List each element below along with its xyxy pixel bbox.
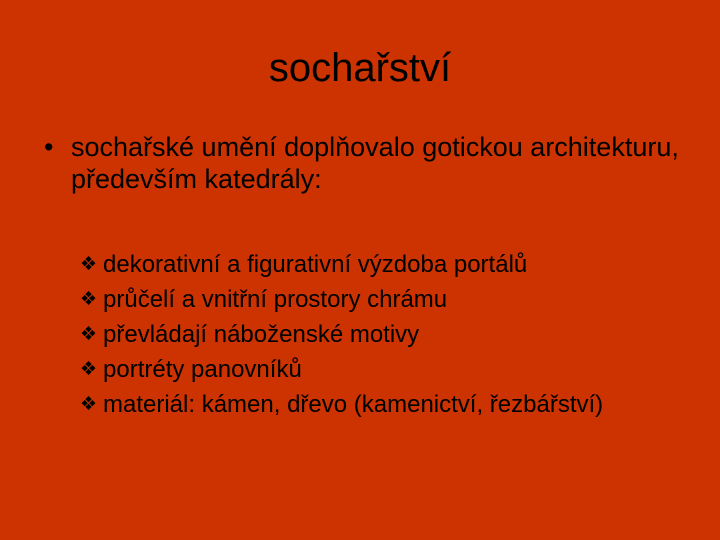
diamond-bullet-icon: ❖ <box>80 359 98 380</box>
sub-bullet-text: průčelí a vnitřní prostory chrámu <box>103 286 448 313</box>
diamond-bullet-icon: ❖ <box>80 254 98 275</box>
sub-bullet-text: portréty panovníků <box>103 356 302 383</box>
sub-bullet-text: převládají náboženské motivy <box>103 321 420 348</box>
sub-bullet-item <box>80 387 700 422</box>
diamond-bullet-icon: ❖ <box>80 289 98 310</box>
main-bullet-text: sochařské umění doplňovalo gotickou architekturu, především katedrály: <box>71 132 679 194</box>
slide-title: sochařství <box>268 46 452 90</box>
main-bullet <box>44 131 684 195</box>
sub-bullet-item <box>80 352 700 387</box>
sub-bullet-item <box>80 282 700 317</box>
sub-bullet-text: dekorativní a figurativní výzdoba portálů <box>103 251 528 278</box>
sub-bullet-list <box>80 247 700 422</box>
diamond-bullet-icon: ❖ <box>80 324 98 345</box>
bullet-dot-icon: • <box>44 132 54 162</box>
sub-bullet-text: materiál: kámen, dřevo (kamenictví, řezbářství) <box>103 391 604 418</box>
sub-bullet-item <box>80 247 700 282</box>
diamond-bullet-icon: ❖ <box>80 394 98 415</box>
sub-bullet-item <box>80 317 700 352</box>
